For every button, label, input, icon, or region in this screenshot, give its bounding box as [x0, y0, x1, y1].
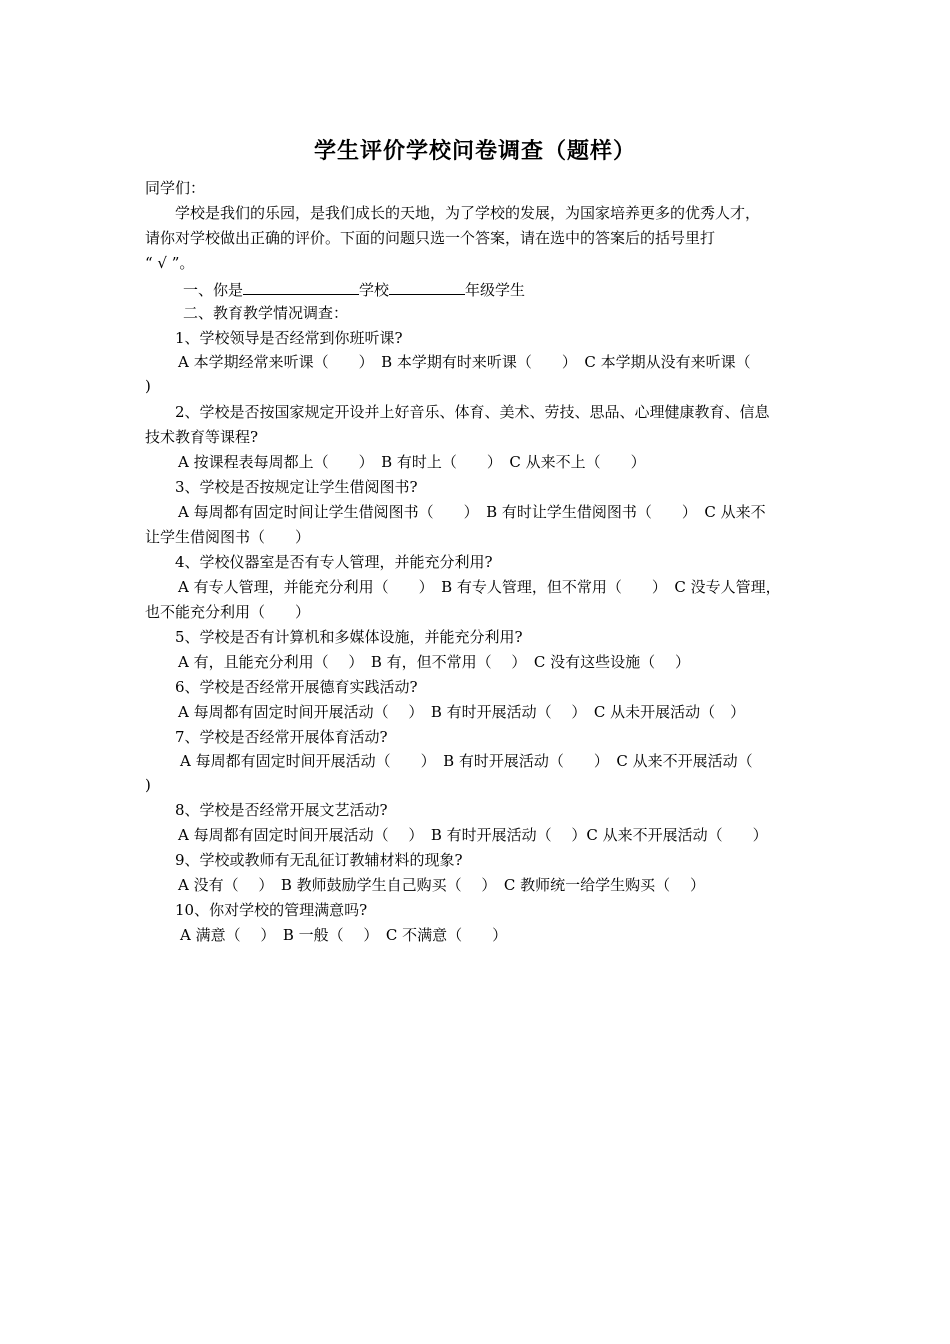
question-10-options: A 满意（ ） B 一般（ ） C 不满意（ ）: [180, 926, 508, 944]
question-1-options-cont: ): [145, 377, 151, 395]
intro-line-2: 请你对学校做出正确的评价。下面的问题只选一个答案，请在选中的答案后的括号里打: [145, 229, 716, 247]
grade-blank[interactable]: [389, 278, 465, 295]
question-8: 8、学校是否经常开展文艺活动?: [175, 801, 388, 819]
school-blank[interactable]: [243, 278, 359, 295]
question-3-options: A 每周都有固定时间让学生借阅图书（ ） B 有时让学生借阅图书（ ） C 从来不: [178, 503, 766, 521]
page-title: 学生评价学校问卷调查（题样）: [313, 138, 636, 164]
part1-prefix: 一、你是: [183, 281, 244, 299]
part1-grade-label: 年级学生: [465, 281, 526, 299]
question-9-options: A 没有（ ） B 教师鼓励学生自己购买（ ） C 教师统一给学生购买（ ）: [178, 876, 705, 894]
question-1-options: A 本学期经常来听课（ ） B 本学期有时来听课（ ） C 本学期从没有来听课（: [178, 353, 751, 371]
question-4-options: A 有专人管理，并能充分利用（ ） B 有专人管理，但不常用（ ） C 没专人管理，: [178, 578, 781, 596]
question-2-options: A 按课程表每周都上（ ） B 有时上（ ） C 从来不上（ ）: [178, 453, 646, 471]
part1-line: [183, 278, 848, 300]
greeting: 同学们：: [145, 179, 206, 197]
question-4: 4、学校仪器室是否有专人管理，并能充分利用?: [175, 553, 493, 571]
question-10: 10、你对学校的管理满意吗?: [175, 901, 368, 919]
question-7: 7、学校是否经常开展体育活动?: [175, 728, 388, 746]
question-6: 6、学校是否经常开展德育实践活动?: [175, 678, 418, 696]
question-7-options: A 每周都有固定时间开展活动（ ） B 有时开展活动（ ） C 从来不开展活动（: [180, 752, 753, 770]
part1-school-label: 学校: [359, 281, 390, 299]
intro-line-1: 学校是我们的乐园，是我们成长的天地，为了学校的发展，为国家培养更多的优秀人才，: [175, 204, 761, 222]
question-4-options-cont: 也不能充分利用（ ）: [145, 603, 311, 621]
question-2-cont: 技术教育等课程?: [145, 428, 259, 446]
question-5-options: A 有，且能充分利用（ ） B 有，但不常用（ ） C 没有这些设施（ ）: [178, 653, 690, 671]
question-8-options: A 每周都有固定时间开展活动（ ） B 有时开展活动（ ）C 从来不开展活动（ ）: [178, 826, 768, 844]
question-9: 9、学校或教师有无乱征订教辅材料的现象?: [175, 851, 463, 869]
question-6-options: A 每周都有固定时间开展活动（ ） B 有时开展活动（ ） C 从未开展活动（ ）: [178, 703, 746, 721]
question-7-options-cont: ): [145, 776, 151, 794]
question-1: 1、学校领导是否经常到你班听课?: [175, 329, 403, 347]
question-5: 5、学校是否有计算机和多媒体设施，并能充分利用?: [175, 628, 523, 646]
question-3: 3、学校是否按规定让学生借阅图书?: [175, 478, 418, 496]
question-3-options-cont: 让学生借阅图书（ ）: [145, 528, 311, 546]
part2-heading: 二、教育教学情况调查：: [183, 304, 349, 322]
intro-line-3: “ √ ”。: [145, 254, 195, 272]
question-2: 2、学校是否按国家规定开设并上好音乐、体育、美术、劳技、思品、心理健康教育、信息: [175, 403, 770, 421]
